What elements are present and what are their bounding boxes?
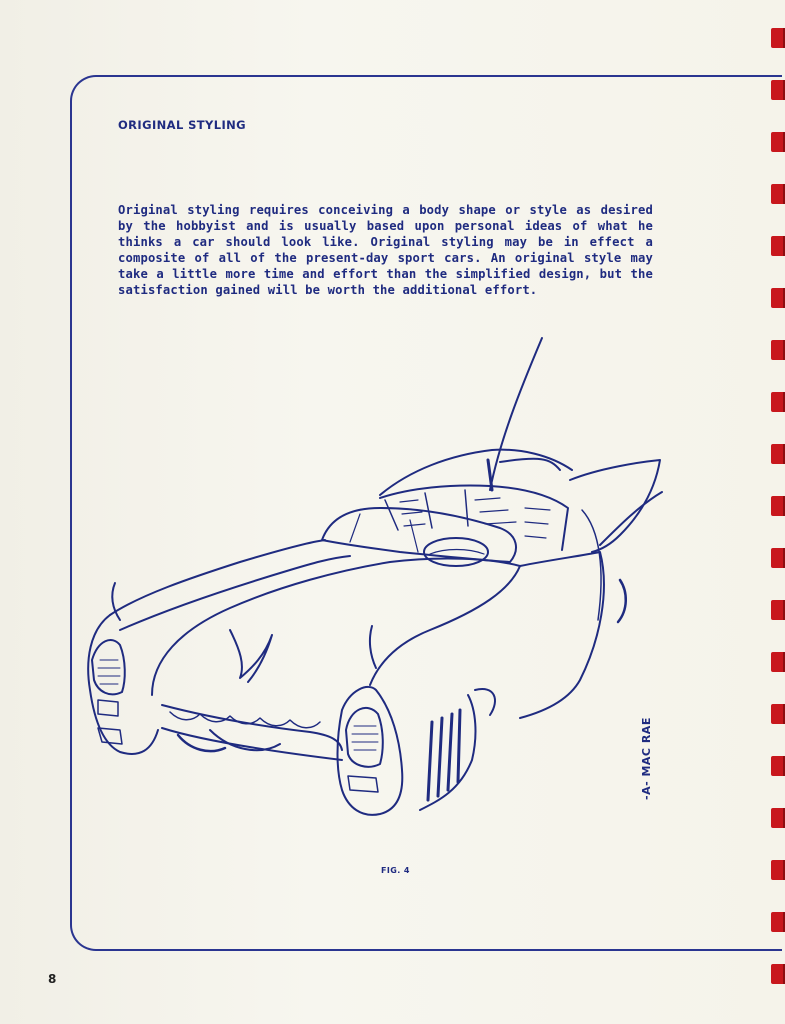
binding-ring (771, 496, 785, 516)
binding-ring (771, 444, 785, 464)
binding-ring (771, 340, 785, 360)
binding-ring (771, 236, 785, 256)
binding-ring (771, 600, 785, 620)
body-paragraph: Original styling requires conceiving a body shape or style as desired by the hobbyist and is usually based upon personal ideas of what he thinks a car should look like. Original styling may be in effect a composite of all of the present-day sport cars. An original style may take a little more time and effort than the simplified design, but the satisfaction gained will be worth the additional effort. (118, 203, 653, 297)
artist-signature (610, 715, 690, 805)
binding-ring (771, 912, 785, 932)
binding-ring (771, 704, 785, 724)
binding-ring (771, 756, 785, 776)
binding-ring (771, 808, 785, 828)
binding-ring (771, 184, 785, 204)
artist-signature-text: -A- MAC RAE (640, 717, 653, 800)
binding-ring (771, 28, 785, 48)
figure-caption: FIG. 4 (381, 866, 410, 875)
sports-car-illustration (80, 330, 680, 840)
binding-ring (771, 548, 785, 568)
binding-ring (771, 392, 785, 412)
binding-ring (771, 132, 785, 152)
page-number: 8 (48, 972, 57, 986)
binding-ring (771, 652, 785, 672)
spiral-binding (765, 0, 785, 1024)
section-title: ORIGINAL STYLING (118, 118, 247, 132)
binding-ring (771, 964, 785, 984)
binding-ring (771, 288, 785, 308)
binding-ring (771, 80, 785, 100)
binding-ring (771, 860, 785, 880)
